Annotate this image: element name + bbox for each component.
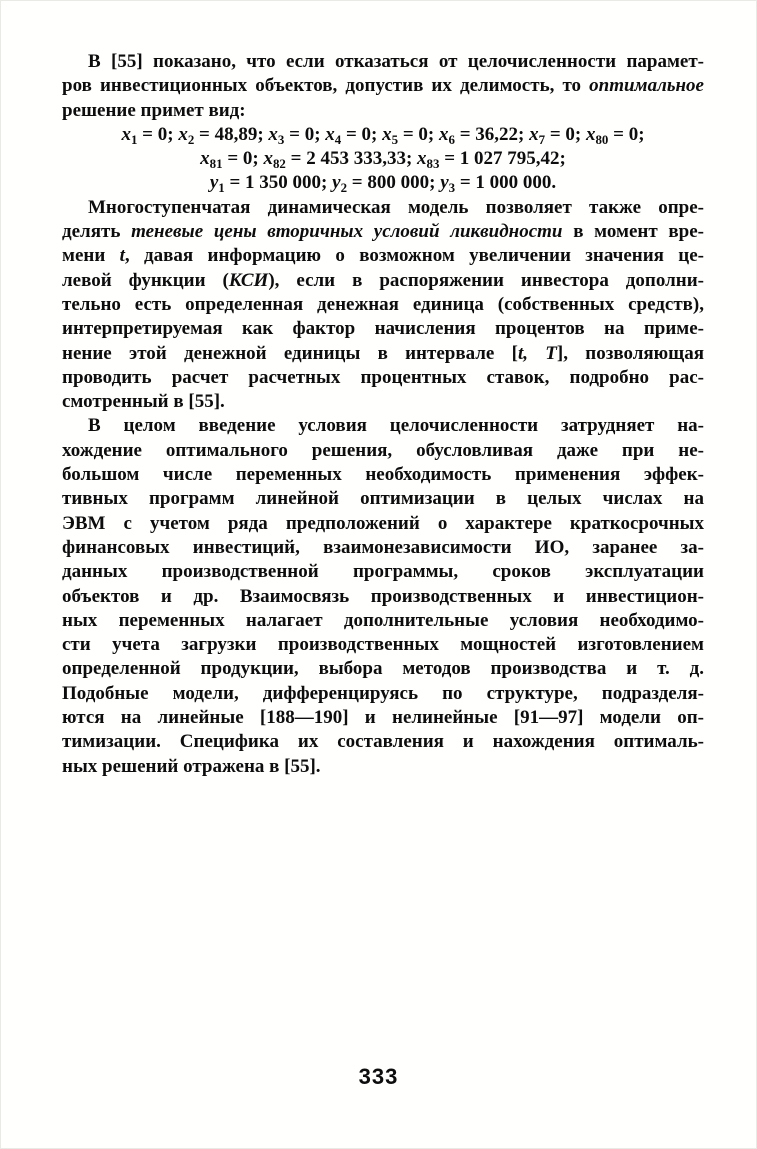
text-line: ров инвестиционных объектов, допустив их делимость, то оптимальное — [62, 75, 704, 97]
text-line: нение этой денежной единицы в интервале [t, T], позволяющая — [62, 342, 704, 364]
text-line: мени t, давая информацию о возможном увеличении значения це- — [62, 245, 704, 267]
text-line: В целом введение условия целочисленности затрудняет на- — [88, 415, 704, 437]
text-line: большом числе переменных необходимость применения эффек- — [62, 464, 704, 486]
text-line: делять теневые цены вторичных условий ликвидности в момент вре- — [62, 221, 704, 243]
paragraph — [62, 414, 704, 778]
text-line: Подобные модели, дифференцируясь по структуре, подразделя- — [62, 682, 704, 704]
text-line: смотренный в [55]. — [62, 391, 225, 413]
text-line: ных решений отражена в [55]. — [62, 755, 321, 777]
text-line: тивных программ линейной оптимизации в целых числах на — [62, 488, 704, 510]
text-line: объектов и др. Взаимосвязь производственных и инвестицион- — [62, 585, 704, 607]
formula-line: $x_1 = 0$; $x_2 = 48,89$; $x_3 = 0$; $x_4 = 0$; $x_5 = 0$; $x_6 = 36,22$; $x_7 = 0$; $x_{80} = 0$; — [121, 123, 645, 147]
text-line: данных производственной программы, сроков эксплуатации — [62, 561, 704, 583]
text-line: тельно есть определенная денежная единица (собственных средств), — [62, 293, 704, 315]
text-line: сти учета загрузки производственных мощностей изготовлением — [62, 634, 704, 656]
formula-line: $x_{81} = 0$; $x_{82} = 2$ 453 333,33; $x_{83} = 1$ 027 795,42; — [200, 148, 566, 171]
text-line: финансовых инвестиций, взаимонезависимости ИО, заранее за- — [62, 536, 704, 558]
text-line: ных переменных налагает дополнительные условия необходимо- — [62, 609, 704, 631]
formula-block — [62, 123, 704, 196]
text-line: решение примет вид: — [62, 99, 246, 121]
text-line: левой функции (КСИ), если в распоряжении инвестора дополни- — [62, 269, 704, 291]
text-line: ЭВМ с учетом ряда предположений о характере краткосрочных — [62, 512, 704, 534]
formula-line: $y_1 = 1$ 350 000; $y_2 = 800$ 000; $y_3 = 1$ 000 000. — [209, 172, 557, 196]
text-block — [62, 50, 704, 779]
text-line: проводить расчет расчетных процентных ставок, подробно рас- — [62, 366, 704, 388]
text-line: В [55] показано, что если отказаться от целочисленности парамет- — [88, 51, 704, 72]
text-line: интерпретируемая как фактор начисления процентов на приме- — [62, 318, 704, 340]
text-line: ются на линейные [188—190] и нелинейные [91—97] модели оп- — [62, 707, 704, 729]
text-line: тимизации. Специфика их составления и нахождения оптималь- — [62, 731, 704, 753]
paragraph — [62, 50, 704, 123]
text-line: хождение оптимального решения, обусловливая даже при не- — [62, 439, 704, 461]
paragraph — [62, 196, 704, 415]
text-line: Многоступенчатая динамическая модель позволяет также опре- — [88, 196, 704, 218]
text-line: определенной продукции, выбора методов производства и т. д. — [62, 658, 704, 680]
page-number: 333 — [358, 1064, 399, 1089]
